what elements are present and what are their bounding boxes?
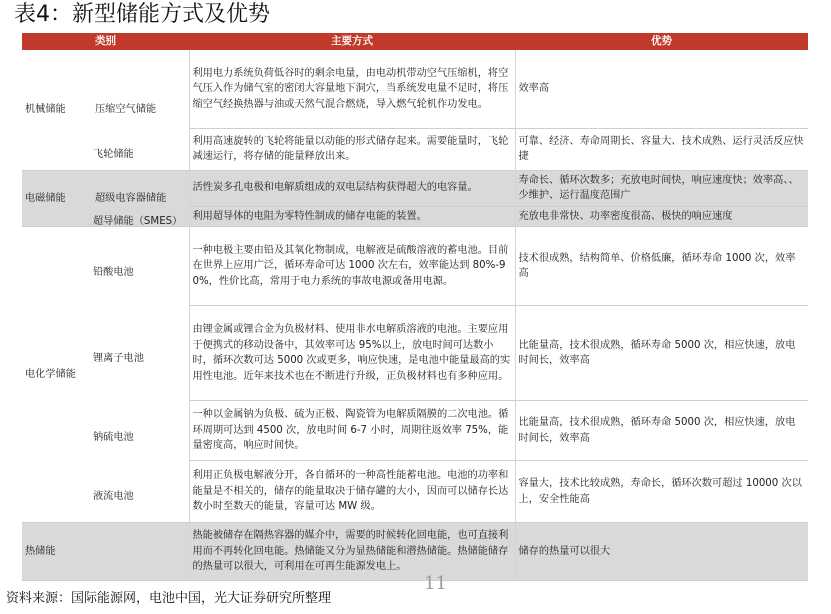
- mode-cell: 热能被储存在隔热容器的媒介中，需要的时候转化回电能，也可直接利用而不再转化回电能。热储能又分为显热储能和潜热储能。热储能储存的热量可以很大，可利用在可再生能源发电上。: [189, 523, 515, 581]
- category-label: 电化学储能: [25, 368, 76, 380]
- source-note: 资料来源：国际能源网，电池中国，光大证券研究所整理: [6, 591, 332, 606]
- category-label: 热储能: [25, 545, 56, 557]
- energy-storage-table: [22, 33, 808, 581]
- advantage-cell: 储存的热量可以很大: [515, 523, 808, 581]
- advantage-cell: 可靠、经济、寿命周期长、容量大、技术成熟、运行灵活反应快捷: [515, 128, 808, 170]
- advantage-cell: 充放电非常快、功率密度很高、极快的响应速度: [515, 206, 808, 227]
- mode-cell: 一种以金属钠为负极、硫为正极、陶瓷管为电解质隔膜的二次电池。循环周期可达到 4500 次，放电时间 6-7 小时，周期往返效率 75%，能量密度高，响应时间快。: [189, 401, 515, 461]
- advantage-cell: 比能量高，技术很成熟，循环寿命 5000 次，相应快速，放电时间长，效率高: [515, 306, 808, 401]
- mode-cell: 利用超导体的电阻为零特性制成的储存电能的装置。: [189, 206, 515, 227]
- table-row: [22, 50, 808, 128]
- page-number: 11: [424, 573, 447, 594]
- table-header-row: [22, 33, 808, 50]
- mode-cell: 利用正负极电解液分开，各自循环的一种高性能蓄电池。电池的功率和能量是不相关的，储存的能量取决于储存罐的大小，因而可以储存长达数小时至数天的能量，容量可达 MW 级。: [189, 461, 515, 523]
- subtype-sodium-sulfur: 钠硫电池: [93, 432, 134, 443]
- header-mode: 主要方式: [189, 33, 515, 50]
- subtype-lithium-ion: 锂离子电池: [93, 353, 144, 364]
- table-row: [22, 523, 808, 581]
- mode-cell: 利用高速旋转的飞轮将能量以动能的形式储存起来。需要能量时，飞轮减速运行，将存储的能量释放出来。: [189, 128, 515, 170]
- subtype-label: 压缩空气储能: [95, 104, 157, 115]
- subtype-flywheel: 飞轮储能: [93, 149, 134, 160]
- subtype-flow-battery: 液流电池: [93, 491, 134, 502]
- category-label: 机械储能: [25, 104, 66, 115]
- mode-cell: 利用电力系统负荷低谷时的剩余电量，由电动机带动空气压缩机，将空气压入作为储气室的密闭大容量地下洞穴，当系统发电量不足时，将压缩空气经换热器与油或天然气混合燃烧，导入燃气轮机作功发电。: [189, 50, 515, 128]
- advantage-cell: 寿命长、循环次数多；充放电时间快，响应速度快；效率高、、少维护、运行温度范围广: [515, 170, 808, 206]
- table-row: [22, 227, 808, 306]
- table-title: 表4：新型储能方式及优势: [14, 2, 270, 27]
- table-row: [22, 170, 808, 206]
- advantage-cell: 效率高: [515, 50, 808, 128]
- mode-cell: 一种电极主要由铅及其氧化物制成，电解液是硫酸溶液的蓄电池。目前在世界上应用广泛，循环寿命可达 1000 次左右，效率能达到 80%-90%，性价比高，常用于电力系统的事故电源或备用电源。: [189, 227, 515, 306]
- header-advantage: 优势: [515, 33, 808, 50]
- advantage-cell: 技术很成熟，结构简单、价格低廉，循环寿命 1000 次，效率高: [515, 227, 808, 306]
- mode-cell: 活性炭多孔电极和电解质组成的双电层结构获得超大的电容量。: [189, 170, 515, 206]
- subtype-smes: 超导储能（SMES）: [93, 216, 183, 227]
- advantage-cell: 比能量高，技术很成熟，循环寿命 5000 次，相应快速，放电时间长，效率高: [515, 401, 808, 461]
- advantage-cell: 容量大，技术比较成熟，寿命长，循环次数可超过 10000 次以上，安全性能高: [515, 461, 808, 523]
- subtype-label: 超级电容器储能: [95, 192, 167, 204]
- category-label: 电磁储能: [25, 192, 66, 204]
- header-category: 类别: [22, 33, 189, 50]
- mode-cell: 由锂金属或锂合金为负极材料、使用非水电解质溶液的电池。主要应用于便携式的移动设备中，其效率可达 95%以上，放电时间可达数小时，循环次数可达 5000 次或更多，响应快速，是电池中能量最高的实用性电池。近年来技术也在不断进行升级，正负极材料也有多种应用。: [189, 306, 515, 401]
- category-thermal: [22, 523, 189, 581]
- subtype-lead-acid: 铅酸电池: [93, 267, 134, 278]
